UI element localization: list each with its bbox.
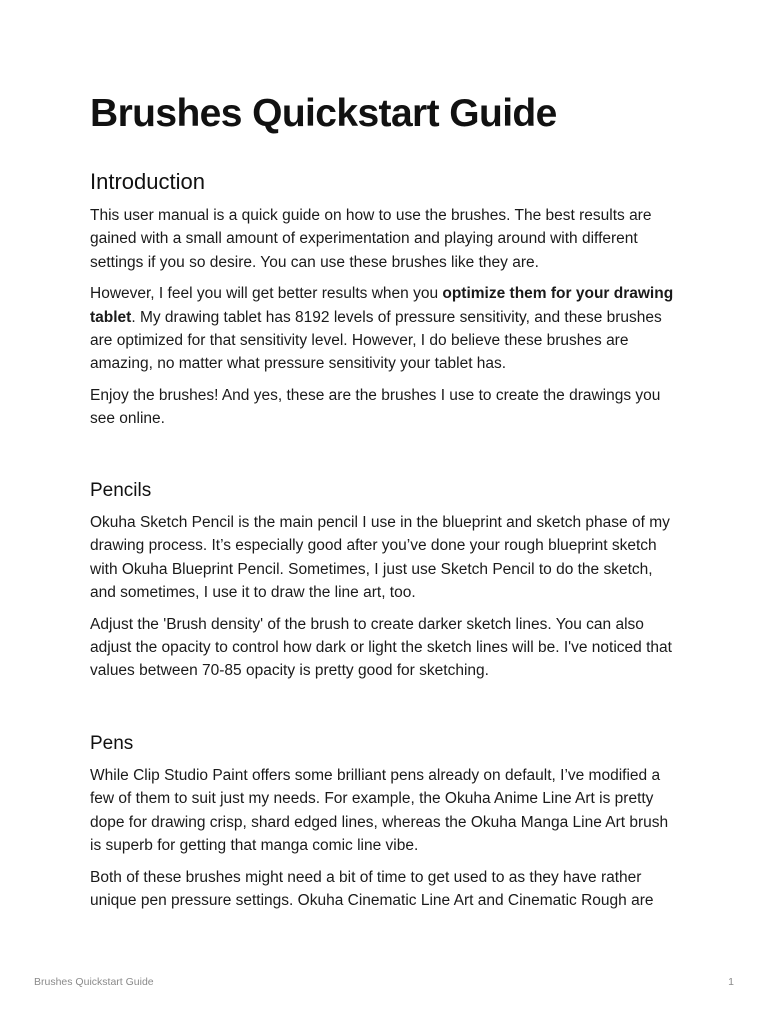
section-pencils bbox=[90, 479, 682, 683]
section-pens bbox=[90, 732, 682, 912]
footer-document-title: Brushes Quickstart Guide bbox=[34, 976, 154, 988]
section-introduction bbox=[90, 168, 682, 431]
pens-paragraph-1: While Clip Studio Paint offers some brilliant pens already on default, I’ve modified a few of them to suit just my needs. For example, the Okuha Anime Line Art is pretty dope for drawing crisp, shard edged lines, whereas the Okuha Manga Line Art brush is superb for getting that manga comic line vibe. bbox=[90, 767, 669, 855]
intro-paragraph-2 bbox=[90, 282, 682, 376]
pencils-paragraph-1: Okuha Sketch Pencil is the main pencil I use in the blueprint and sketch phase of my drawing process. It’s especially good after you’ve done your rough blueprint sketch with Okuha Blueprint Pencil. Sometimes, I just use Sketch Pencil to do the sketch, and sometimes, I use it to draw the line art, too. bbox=[90, 514, 670, 602]
pens-paragraph-2: Both of these brushes might need a bit of time to get used to as they have rather unique pen pressure settings. Okuha Cinematic Line Art and Cinematic Rough are bbox=[90, 868, 654, 910]
intro-paragraph-3: Enjoy the brushes! And yes, these are the brushes I use to create the drawings you see online. bbox=[90, 386, 661, 428]
intro-paragraph-2-start: However, I feel you will get better results when you bbox=[90, 285, 443, 303]
section-heading-introduction: Introduction bbox=[90, 169, 205, 194]
intro-paragraph-1: This user manual is a quick guide on how to use the brushes. The best results are gained with a small amount of experimentation and playing around with different settings if you so desire. You can use these brushes like they are. bbox=[90, 207, 652, 271]
intro-paragraph-2-end: . My drawing tablet has 8192 levels of pressure sensitivity, and these brushes are optimized for that sensitivity level. However, I do believe these brushes are amazing, no matter what pressure sensitivity your tablet has. bbox=[90, 308, 662, 373]
pencils-paragraph-2: Adjust the 'Brush density' of the brush to create darker sketch lines. You can also adjust the opacity to control how dark or light the sketch lines will be. I've noticed that values between 70-85 opacity is pretty good for sketching. bbox=[90, 615, 672, 680]
section-heading-pencils: Pencils bbox=[90, 480, 152, 501]
document-title: Brushes Quickstart Guide bbox=[90, 92, 557, 135]
footer-page-number: 1 bbox=[728, 976, 734, 988]
section-heading-pens: Pens bbox=[90, 733, 134, 754]
intro-paragraph-2-emphasis: optimize them for your drawing tablet bbox=[90, 285, 674, 326]
